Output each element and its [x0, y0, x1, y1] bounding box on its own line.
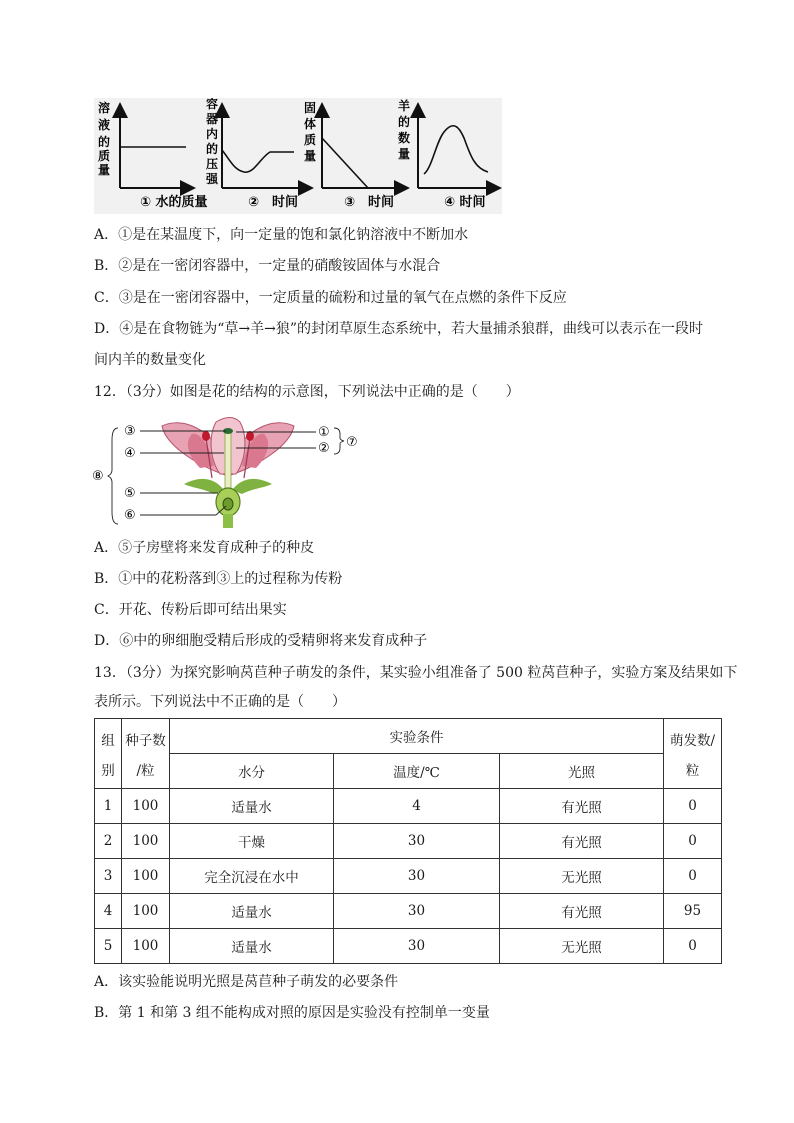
label-8: ⑧: [92, 469, 104, 484]
experiment-table: [94, 718, 722, 964]
cell-seeds: 100: [122, 929, 170, 964]
label-3: ③: [124, 424, 136, 439]
q12-option-c: C．开花、传粉后即可结出果实: [94, 602, 287, 618]
header-water: 水分: [170, 754, 334, 789]
cell-water: 适量水: [170, 929, 334, 964]
cell-germinated: 0: [664, 929, 722, 964]
cell-temp: 4: [334, 789, 500, 824]
graphs-figure: [94, 98, 502, 214]
q13-option-b: B．第 1 和第 3 组不能构成对照的原因是实验没有控制单一变量: [94, 1005, 490, 1021]
g4-ylabel-3: 量: [398, 147, 411, 161]
header-group-line1: 组: [101, 732, 115, 749]
q12-option-a: A．⑤子房壁将来发育成种子的种皮: [94, 540, 315, 556]
g2-ylabel-3: 的: [206, 142, 219, 156]
q13-stem-line1: 13．（3分）为探究影响莴苣种子萌发的条件，某实验小组准备了 500 粒莴苣种子，实验方案及结果如下: [94, 665, 738, 681]
header-group: [95, 719, 122, 789]
table-header-row-1: [95, 719, 722, 754]
q11-option-d-line2: 间内羊的数量变化: [94, 352, 206, 368]
cell-group: 5: [95, 929, 122, 964]
g4-ylabel-0: 羊: [398, 99, 411, 113]
cell-seeds: 100: [122, 789, 170, 824]
g1-ylabel-1: 液: [98, 118, 111, 132]
g1-ylabel-2: 的: [98, 135, 111, 149]
cell-light: 有光照: [500, 789, 664, 824]
g4-ylabel-2: 数: [398, 131, 411, 145]
cell-temp: 30: [334, 929, 500, 964]
cell-water: 干燥: [170, 824, 334, 859]
cell-water: 适量水: [170, 789, 334, 824]
header-temp: 温度/℃: [334, 754, 500, 789]
graph-1: [98, 100, 208, 210]
q11-option-b: B．②是在一密闭容器中，一定量的硝酸铵固体与水混合: [94, 258, 441, 274]
cell-seeds: 100: [122, 824, 170, 859]
g3-ylabel-3: 量: [304, 149, 317, 163]
q11-option-d-line1: D．④是在食物链为“草→羊→狼”的封闭草原生态系统中，若大量捕杀狼群，曲线可以表示在一段时: [94, 321, 703, 337]
g4-ylabel-1: 的: [398, 115, 411, 129]
graph-4: [398, 98, 498, 210]
g3-caption: ③ 时间: [344, 195, 395, 210]
header-seeds: [122, 719, 170, 789]
cell-seeds: 100: [122, 859, 170, 894]
g4-curve: [424, 126, 488, 174]
g2-ylabel-0: 容: [206, 98, 219, 111]
cell-germinated: 95: [664, 894, 722, 929]
table-row: [95, 789, 722, 824]
q11-option-c: C．③是在一密闭容器中，一定质量的硫粉和过量的氧气在点燃的条件下反应: [94, 290, 567, 306]
label-2: ②: [318, 441, 330, 456]
g2-ylabel-5: 强: [206, 172, 219, 186]
g2-ylabel-2: 内: [206, 127, 219, 141]
cell-light: 无光照: [500, 929, 664, 964]
table-row: [95, 824, 722, 859]
cell-light: 无光照: [500, 859, 664, 894]
q13-stem-line2: 表所示。下列说法中不正确的是（ ）: [94, 694, 346, 710]
q12-option-b: B．①中的花粉落到③上的过程称为传粉: [94, 571, 343, 587]
label-5: ⑤: [124, 486, 136, 501]
graph-3: [304, 101, 406, 210]
g3-curve: [322, 138, 368, 188]
header-germinated: [664, 719, 722, 789]
header-germ-line2: 粒: [685, 762, 700, 779]
cell-germinated: 0: [664, 824, 722, 859]
g3-ylabel-1: 体: [304, 117, 317, 131]
header-seeds-line2: /粒: [136, 762, 155, 779]
g2-ylabel-4: 压: [206, 157, 219, 171]
cell-group: 2: [95, 824, 122, 859]
label-1: ①: [318, 425, 330, 440]
header-conditions: 实验条件: [170, 719, 664, 754]
table-header-row-2: [95, 754, 722, 789]
g2-caption: ② 时间: [248, 195, 299, 210]
cell-temp: 30: [334, 894, 500, 929]
g1-ylabel-4: 量: [98, 163, 111, 177]
label-6: ⑥: [124, 508, 136, 523]
q12-stem: 12．（3分）如图是花的结构的示意图，下列说法中正确的是（ ）: [94, 384, 520, 400]
cell-light: 有光照: [500, 824, 664, 859]
g1-ylabel-0: 溶: [98, 101, 111, 115]
header-seeds-line1: 种子数: [125, 732, 166, 749]
g3-ylabel-2: 质: [304, 133, 317, 147]
cell-group: 1: [95, 789, 122, 824]
cell-seeds: 100: [122, 894, 170, 929]
table-body: [95, 789, 722, 964]
table-row: [95, 929, 722, 964]
cell-germinated: 0: [664, 789, 722, 824]
cell-water: 完全沉浸在水中: [170, 859, 334, 894]
label-7: ⑦: [346, 435, 358, 450]
table-row: [95, 859, 722, 894]
header-group-line2: 别: [101, 762, 115, 779]
g2-ylabel-1: 器: [206, 112, 219, 126]
cell-germinated: 0: [664, 859, 722, 894]
label-4: ④: [124, 446, 136, 461]
cell-group: 4: [95, 894, 122, 929]
graph-2: [205, 98, 310, 210]
g3-ylabel-0: 固: [304, 101, 317, 115]
header-light: 光照: [500, 754, 664, 789]
cell-water: 适量水: [170, 894, 334, 929]
q13-option-a: A．该实验能说明光照是莴苣种子萌发的必要条件: [94, 974, 399, 990]
cell-temp: 30: [334, 859, 500, 894]
g1-caption: ① 水的质量: [140, 195, 208, 210]
flower-diagram: [88, 416, 368, 528]
table-row: [95, 894, 722, 929]
g4-caption: ④ 时间: [444, 195, 486, 210]
cell-group: 3: [95, 859, 122, 894]
g1-ylabel-3: 质: [98, 149, 111, 163]
header-germ-line1: 萌发数/: [669, 732, 716, 749]
cell-temp: 30: [334, 824, 500, 859]
g2-curve: [222, 150, 294, 172]
cell-light: 有光照: [500, 894, 664, 929]
q11-option-a: A．①是在某温度下，向一定量的饱和氯化钠溶液中不断加水: [94, 227, 469, 243]
q12-option-d: D．⑥中的卵细胞受精后形成的受精卵将来发育成种子: [94, 633, 428, 649]
